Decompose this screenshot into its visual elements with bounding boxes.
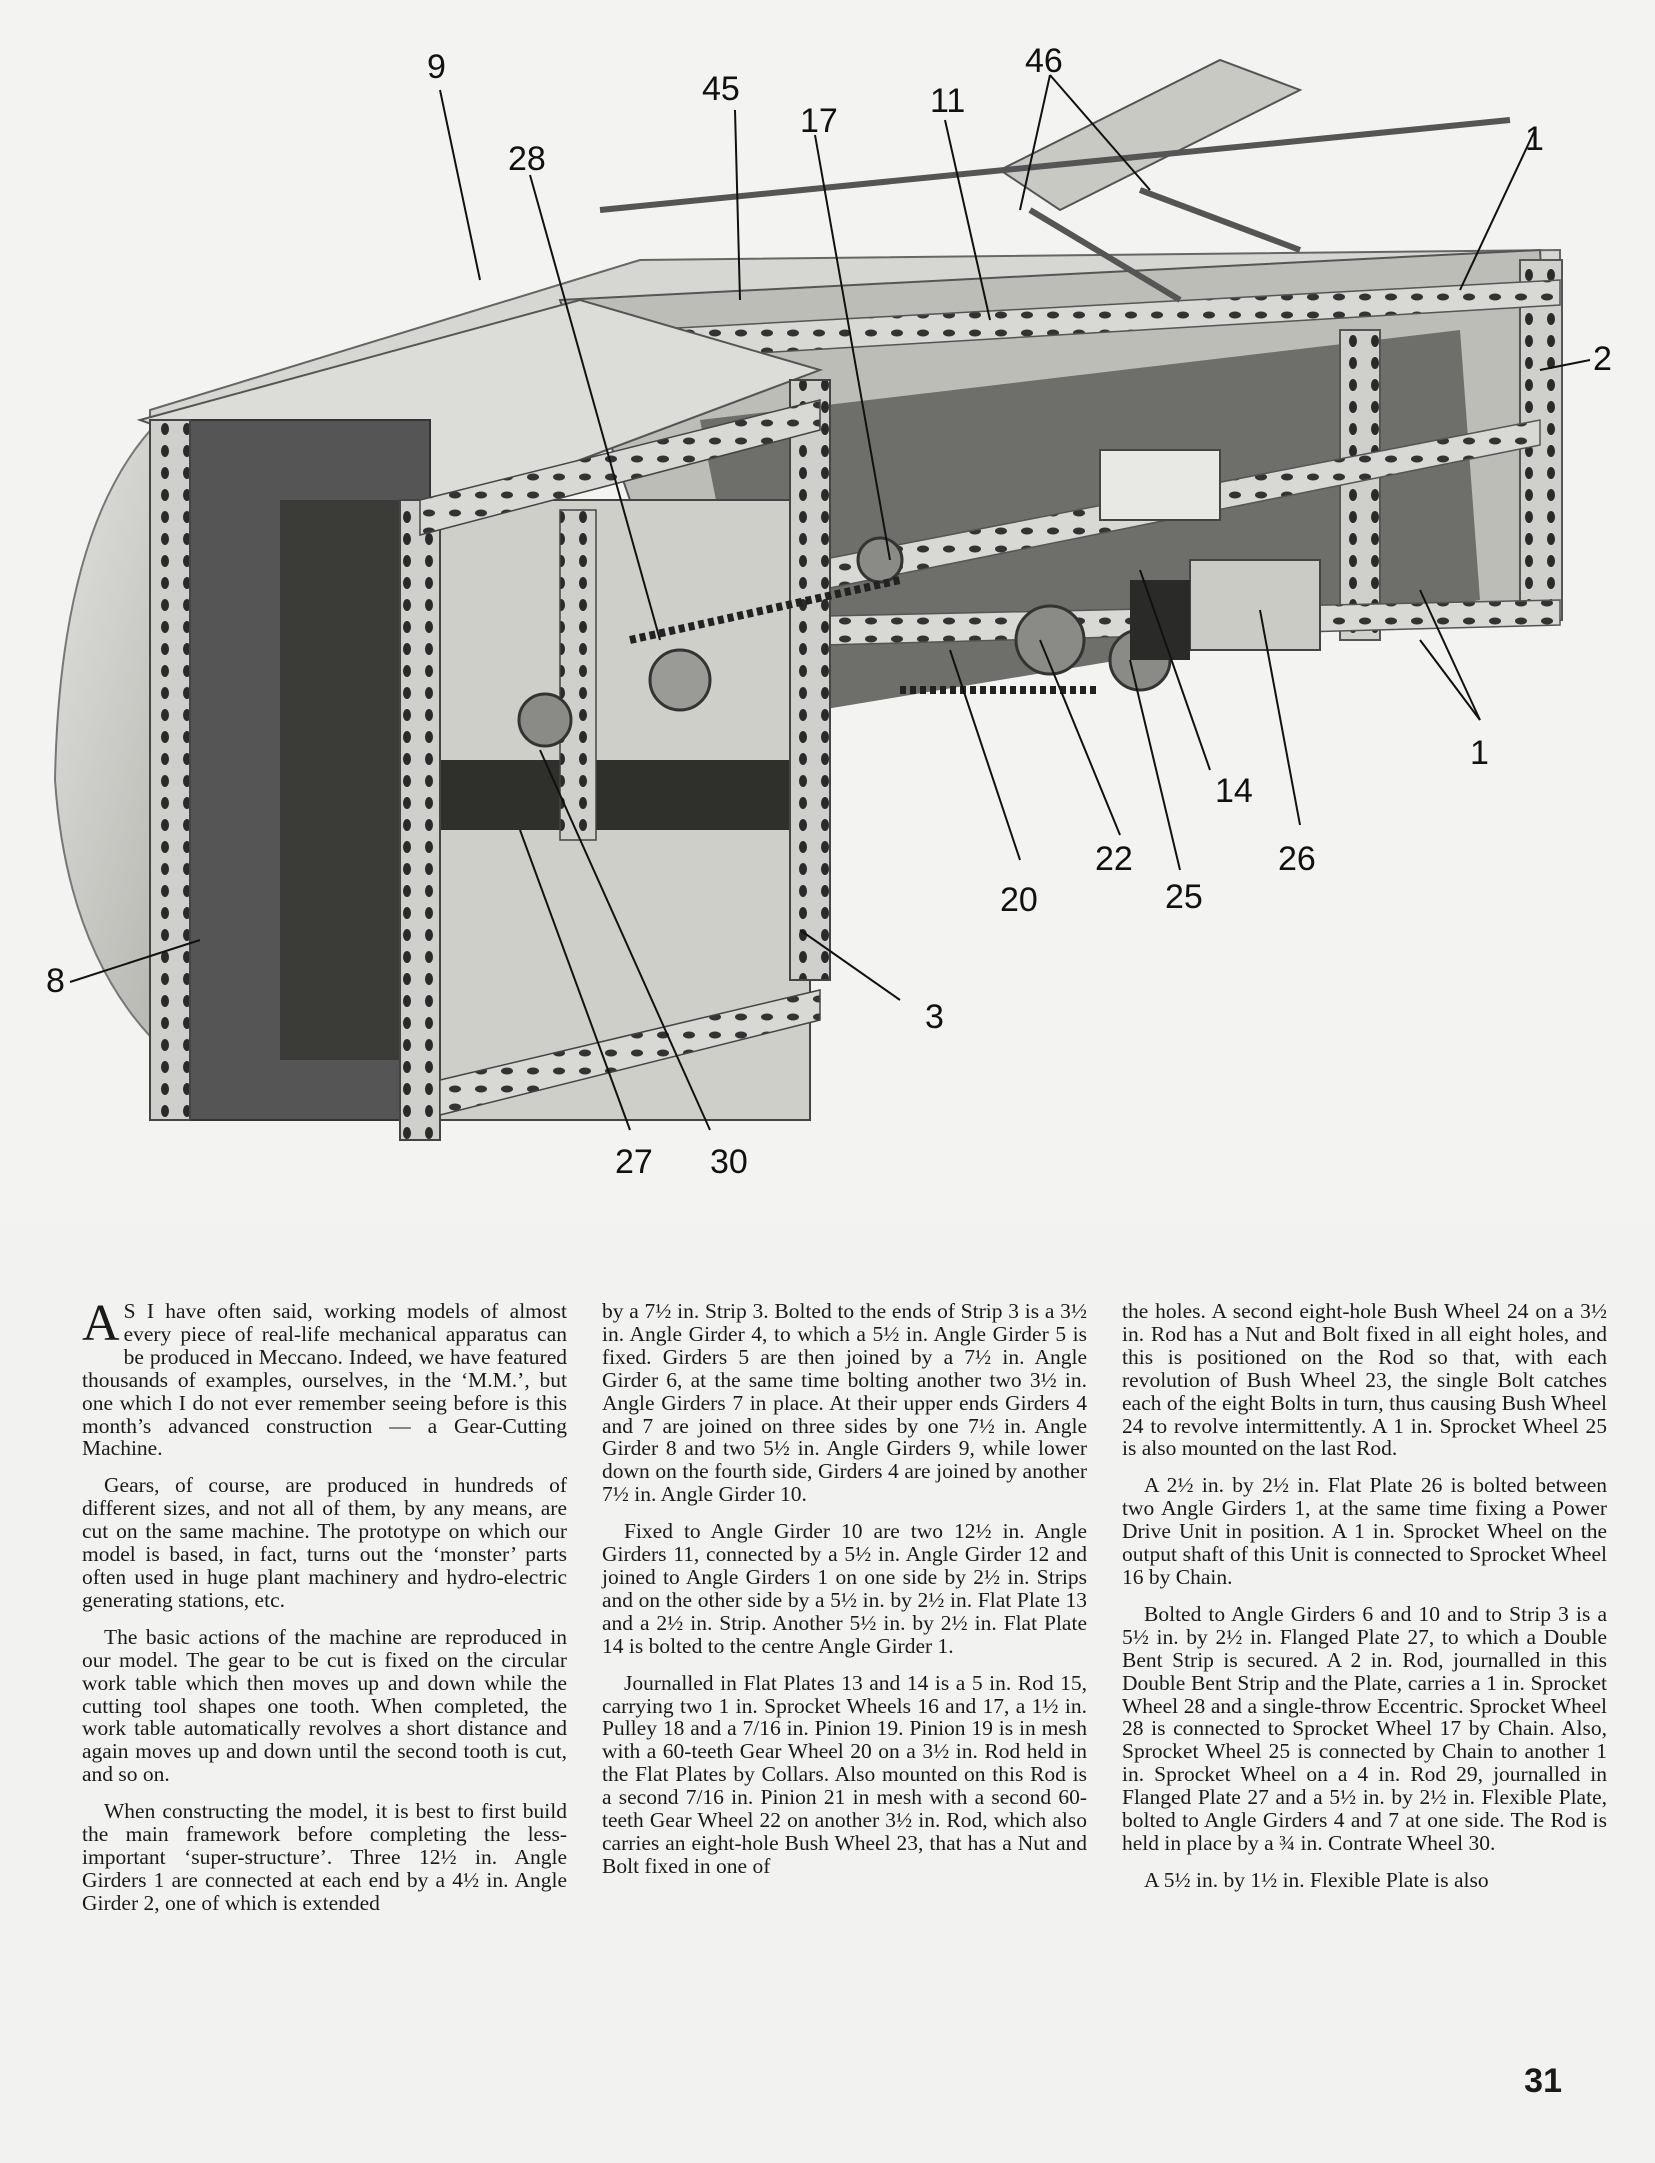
paragraph: A 2½ in. by 2½ in. Flat Plate 26 is bolted between two Angle Girders 1, at the same time fixing a Power Drive Unit in position. A 1 in. Sprocket Wheel on the output shaft of this Unit is connected to Sprocket Wheel 16 by Chain.: [1122, 1473, 1607, 1589]
callout-3: 3: [925, 998, 944, 1036]
paragraph: When constructing the model, it is best to first build the main framework before completing the less-important ‘super-structure’. Three 12½ in. Angle Girders 1 are connected at each end by a 4½ in. Angle Girder 2, one of which is extended: [82, 1799, 567, 1915]
callout-45: 45: [702, 70, 740, 108]
paragraph: A 5½ in. by 1½ in. Flexible Plate is also: [1144, 1867, 1489, 1892]
paragraph: The basic actions of the machine are reproduced in our model. The gear to be cut is fixed on the circular work table which then moves up and down while the cutting tool shapes one tooth. When completed, the work table automatically revolves a short distance and again moves up and down until the second tooth is cut, and so on.: [82, 1624, 567, 1787]
paragraph: Journalled in Flat Plates 13 and 14 is a 5 in. Rod 15, carrying two 1 in. Sprocket Wheels 16 and 17, a 1½ in. Pulley 18 and a 7/16 in. Pinion 19. Pinion 19 is in mesh with a 60-teeth Gear Wheel 20 on a 3½ in. Rod held in the Flat Plates by Collars. Also mounted on this Rod is a second 7/16 in. Pinion 21 in mesh with a second 60-teeth Gear Wheel 22 on another 3½ in. Rod, which also carries an eight-hole Bush Wheel 23, that has a Nut and Bolt fixed in one of: [602, 1670, 1087, 1878]
callout-27: 27: [615, 1143, 653, 1181]
article-column-2: [602, 1300, 1087, 1878]
drop-cap: A: [82, 1295, 120, 1352]
article-column-3: [1122, 1300, 1607, 1892]
paragraph: Bolted to Angle Girders 6 and 10 and to Strip 3 is a 5½ in. by 2½ in. Flanged Plate 27, to which a Double Bent Strip is secured. A 2 in. Rod, journalled in this Double Bent Strip and the Plate, carries a 1 in. Sprocket Wheel 28 and a single-throw Eccentric. Sprocket Wheel 28 is connected to Sprocket Wheel 17 by Chain. Also, Sprocket Wheel 25 is connected by Chain to another 1 in. Sprocket Wheel on a 4 in. Rod 29, journalled in Flanged Plate 27 and a 5½ in. by 2½ in. Flexible Plate, bolted to Angle Girders 4 and 7 at one side. The Rod is held in place by a ¾ in. Contrate Wheel 30.: [1122, 1601, 1607, 1855]
article-column-1: [82, 1295, 567, 1915]
callout-28: 28: [508, 140, 546, 178]
callout-9: 9: [427, 48, 446, 86]
callout-46: 46: [1025, 42, 1063, 80]
callout-1-top: 1: [1525, 120, 1544, 158]
paragraph: the holes. A second eight-hole Bush Wheel 24 on a 3½ in. Rod has a Nut and Bolt fixed in all eight holes, and this is positioned on the Rod so that, with each revolution of Bush Wheel 23, the single Bolt catches each of the eight Bolts in turn, thus causing Bush Wheel 24 to revolve intermittently. A 1 in. Sprocket Wheel 25 is also mounted on the last Rod.: [1122, 1299, 1607, 1461]
callout-22: 22: [1095, 840, 1133, 878]
callout-25: 25: [1165, 878, 1203, 916]
callout-1-bottom: 1: [1470, 734, 1489, 772]
paragraph: [82, 1295, 567, 1461]
callout-26: 26: [1278, 840, 1316, 878]
page-number: 31: [1524, 2062, 1562, 2100]
paragraph: by a 7½ in. Strip 3. Bolted to the ends of Strip 3 is a 3½ in. Angle Girder 4, to which a 5½ in. Angle Girder 5 is fixed. Girders 5 are then joined by a 7½ in. Angle Girder 6, at the same time bolting another two 3½ in. Angle Girders 7 in place. At their upper ends Girders 4 and 7 are joined on three sides by one 7½ in. Angle Girder 8 and two 5½ in. Angle Girders 9, while lower down on the fourth side, Girders 4 are joined by another 7½ in. Angle Girder 10.: [602, 1299, 1087, 1507]
callout-17: 17: [800, 102, 838, 140]
callout-2: 2: [1593, 340, 1612, 378]
callout-14: 14: [1215, 772, 1253, 810]
callout-20: 20: [1000, 881, 1038, 919]
paragraph-text: S I have often said, working models of almost every piece of real-life mechanical apparatus can be produced in Meccano. Indeed, we have featured thousands of examples, ourselves, in the ‘M.M.’, but one which I do not ever remember seeing before is this month’s advanced construction — a Gear-Cutting Machine.: [82, 1299, 567, 1461]
callout-30: 30: [710, 1143, 748, 1181]
callout-11: 11: [930, 82, 966, 120]
callout-8: 8: [46, 962, 65, 1000]
paragraph: Fixed to Angle Girder 10 are two 12½ in. Angle Girders 11, connected by a 5½ in. Angle Girder 12 and joined to Angle Girders 1 on one side by 2½ in. Strips and on the other side by a 5½ in. by 2½ in. Flat Plate 13 and a 2½ in. Strip. Another 5½ in. by 2½ in. Flat Plate 14 is bolted to the centre Angle Girder 1.: [602, 1519, 1087, 1658]
paragraph: Gears, of course, are produced in hundreds of different sizes, and not all of them, by any means, are cut on the same machine. The prototype on which our model is based, in fact, turns out the ‘monster’ parts often used in huge plant machinery and hydro-electric generating stations, etc.: [82, 1473, 567, 1612]
